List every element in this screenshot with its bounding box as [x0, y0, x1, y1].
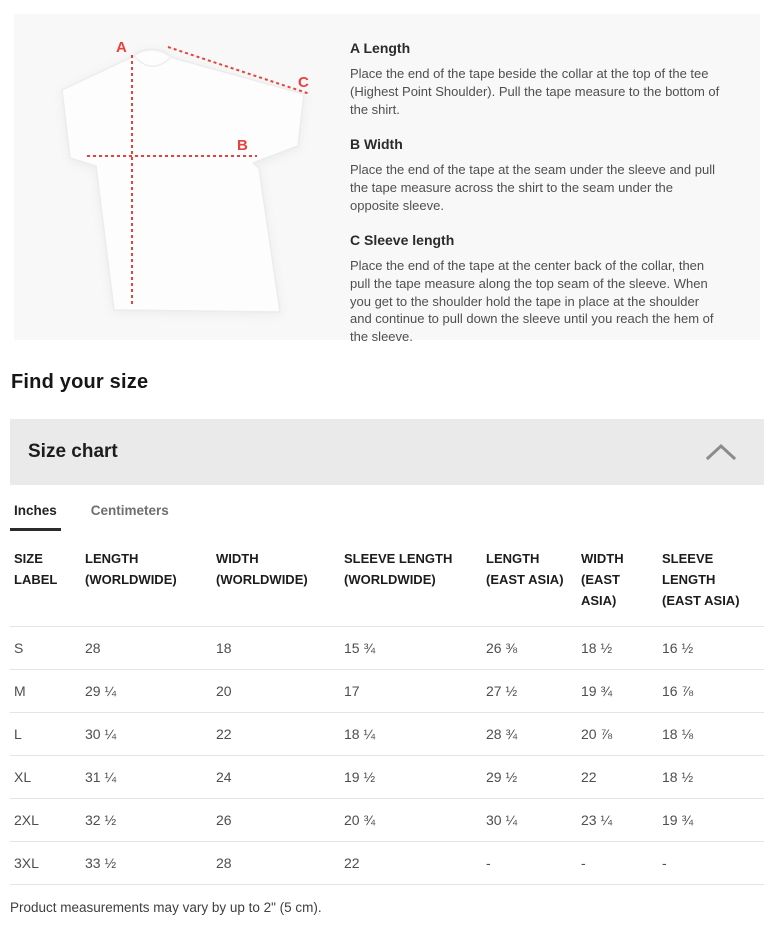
measure-section-body: Place the end of the tape beside the collar at the top of the tee (Highest Point Shoulder). Pull the tape measure to the bottom of the shirt. — [350, 66, 720, 117]
column-header: LENGTH (EAST ASIA) — [486, 551, 564, 587]
measurement-cell: - — [577, 842, 658, 885]
tshirt-illustration — [14, 14, 350, 340]
label-a: A — [116, 39, 127, 56]
measurement-cell: 20 ¾ — [340, 799, 482, 842]
measure-section-body: Place the end of the tape at the center back of the collar, then pull the tape measure along the top seam of the sleeve. When you get to the shoulder hold the tape in place at the shoulder and continue to pull down the sleeve until you reach the hem of the sleeve. — [350, 257, 714, 345]
measurement-cell: 26 — [212, 799, 340, 842]
column-header: LENGTH (WORLDWIDE) — [85, 551, 177, 587]
size-label-cell: S — [10, 627, 81, 670]
measurement-cell: 24 — [212, 756, 340, 799]
table-header-row — [10, 537, 764, 627]
size-label-cell: XL — [10, 756, 81, 799]
measurement-cell: 29 ½ — [482, 756, 577, 799]
measurement-cell: 19 ¾ — [658, 799, 764, 842]
column-header: WIDTH (EAST ASIA) — [581, 551, 624, 608]
measurement-cell: 19 ½ — [340, 756, 482, 799]
table-row — [10, 627, 764, 670]
size-chart-header[interactable] — [10, 419, 764, 485]
measurement-cell: 17 — [340, 670, 482, 713]
measurement-cell: 33 ½ — [81, 842, 212, 885]
measurement-cell: - — [658, 842, 764, 885]
measurement-cell: 19 ¾ — [577, 670, 658, 713]
size-label-cell: 2XL — [10, 799, 81, 842]
measurement-cell: 28 — [212, 842, 340, 885]
label-b: B — [237, 137, 248, 154]
measurement-diagram-panel — [14, 14, 760, 345]
tshirt-shape — [62, 49, 304, 312]
measure-section-title: B Width — [350, 135, 403, 152]
find-your-size-heading: Find your size — [11, 371, 149, 393]
tab-centimeters[interactable]: Centimeters — [90, 503, 169, 518]
table-row — [10, 670, 764, 713]
measure-section-title: A Length — [350, 40, 411, 56]
tab-inches[interactable]: Inches — [10, 498, 61, 531]
measurement-cell: 22 — [212, 713, 340, 756]
measurement-cell: 18 ¼ — [340, 713, 482, 756]
unit-tabs — [10, 485, 764, 531]
label-c: C — [298, 74, 309, 91]
measurement-cell: 18 ½ — [658, 756, 764, 799]
size-label-cell: 3XL — [10, 842, 81, 885]
measurement-cell: 18 ½ — [577, 627, 658, 670]
chevron-up-icon[interactable] — [704, 442, 738, 462]
measurement-cell: 18 ⅛ — [658, 713, 764, 756]
measurement-cell: 20 — [212, 670, 340, 713]
table-row — [10, 799, 764, 842]
column-header: WIDTH (WORLDWIDE) — [216, 551, 308, 587]
measurement-instructions — [350, 14, 760, 345]
table-row — [10, 842, 764, 885]
measure-section — [350, 232, 724, 347]
tshirt-diagram — [14, 14, 350, 340]
measurement-cell: 22 — [340, 842, 482, 885]
size-chart-table — [10, 537, 764, 885]
measure-section-title: C Sleeve length — [350, 231, 455, 248]
measurement-cell: 31 ¼ — [81, 756, 212, 799]
measurement-cell: 15 ¾ — [340, 627, 482, 670]
measurement-cell: 26 ⅜ — [482, 627, 577, 670]
measurement-cell: 23 ¼ — [577, 799, 658, 842]
table-row — [10, 713, 764, 756]
measurement-cell: 20 ⅞ — [577, 713, 658, 756]
size-chart-title: Size chart — [28, 441, 118, 462]
column-header: SLEEVE LENGTH (WORLDWIDE) — [344, 551, 453, 587]
size-label-cell: L — [10, 713, 81, 756]
measurement-cell: 30 ¼ — [81, 713, 212, 756]
measurement-cell: 16 ⅞ — [658, 670, 764, 713]
measure-section — [350, 40, 724, 119]
measurement-cell: 28 — [81, 627, 212, 670]
size-guide-page — [0, 14, 774, 934]
measure-section-body: Place the end of the tape at the seam under the sleeve and pull the tape measure across the shirt to the seam under the opposite sleeve. — [350, 161, 715, 213]
table-row — [10, 756, 764, 799]
measurement-cell: 32 ½ — [81, 799, 212, 842]
measurement-disclaimer: Product measurements may vary by up to 2" (5 cm). — [10, 900, 322, 916]
measurement-cell: - — [482, 842, 577, 885]
measure-section — [350, 136, 724, 215]
measurement-cell: 29 ¼ — [81, 670, 212, 713]
size-label-cell: M — [10, 670, 81, 713]
measurement-cell: 18 — [212, 627, 340, 670]
measurement-cell: 16 ½ — [658, 627, 764, 670]
column-header: SLEEVE LENGTH (EAST ASIA) — [662, 551, 740, 608]
measurement-cell: 22 — [577, 756, 658, 799]
measurement-cell: 27 ½ — [482, 670, 577, 713]
column-header: SIZE LABEL — [14, 551, 58, 587]
measurement-cell: 28 ¾ — [482, 713, 577, 756]
measurement-cell: 30 ¼ — [482, 799, 577, 842]
